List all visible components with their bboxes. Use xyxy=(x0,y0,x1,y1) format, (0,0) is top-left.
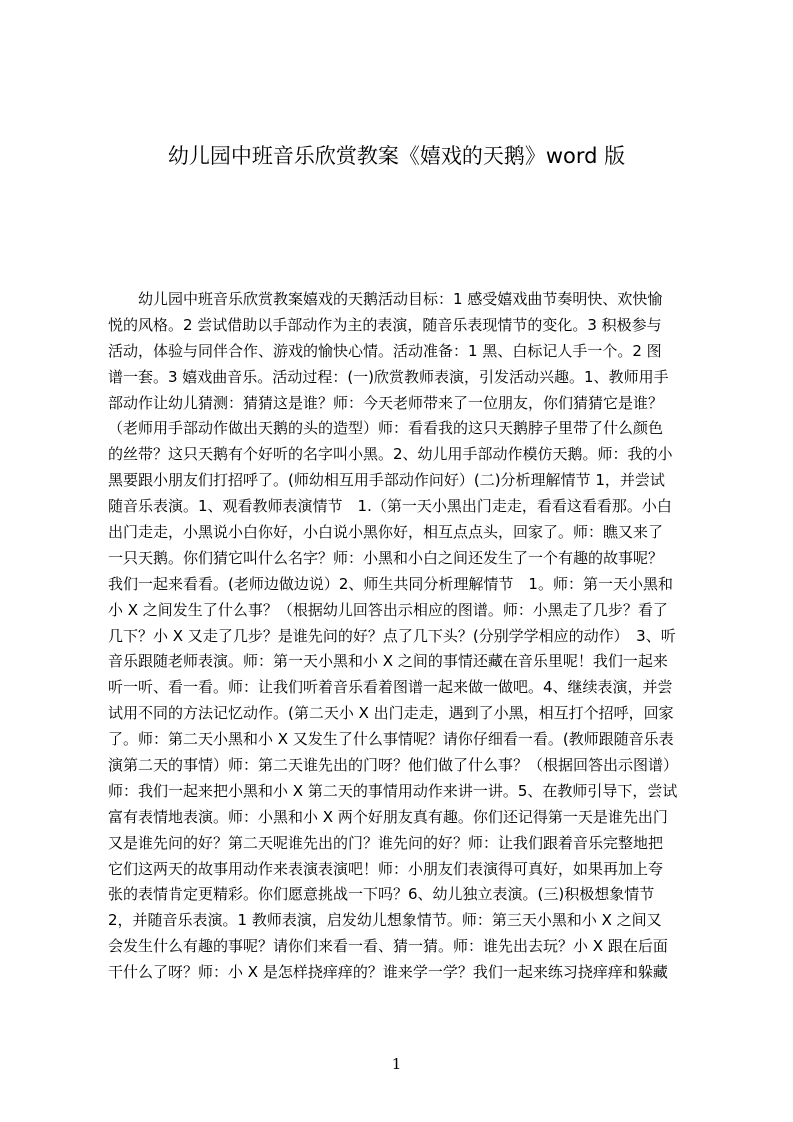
body-line: 又是谁先问的好？第二天呢谁先出的门？谁先问的好？师：让我们跟着音乐完整地把 xyxy=(108,833,664,852)
body-line: 活动，体验与同伴合作、游戏的愉快心情。活动准备：1 黑、白标记人手一个。2 图 xyxy=(108,341,662,360)
body-line: 师：我们一起来把小黑和小 X 第二天的事情用动作来讲一讲。5、在教师引导下，尝试 xyxy=(108,781,678,800)
body-line: 会发生什么有趣的事呢？请你们来看一看、猜一猜。师：谁先出去玩？小 X 跟在后面 xyxy=(108,937,668,956)
body-line: 小 X 之间发生了什么事？（根据幼儿回答出示相应的图谱。师：小黑走了几步？看了 xyxy=(108,600,668,619)
body-line: 几下？小 X 又走了几步？是谁先问的好？点了几下头？(分别学学相应的动作） 3、听 xyxy=(108,626,676,645)
body-line: 2，并随音乐表演。1 教师表演，启发幼儿想象情节。师：第三天小黑和小 X 之间又 xyxy=(108,911,662,930)
body-line: 随音乐表演。1、观看教师表演情节 1.（第一天小黑出门走走，看看这看看那。小白 xyxy=(108,497,672,516)
body-line: 一只天鹅。你们猜它叫什么名字？师：小黑和小白之间还发生了一个有趣的故事呢？ xyxy=(108,548,664,567)
body-line: 演第二天的事情）师：第二天谁先出的门呀？他们做了什么事？（根据回答出示图谱） xyxy=(108,756,679,775)
body-line: （老师用手部动作做出天鹅的头的造型）师：看看我的这只天鹅脖子里带了什么颜色 xyxy=(108,419,664,438)
body-line: 幼儿园中班音乐欣赏教案嬉戏的天鹅活动目标：1 感受嬉戏曲节奏明快、欢快愉 xyxy=(108,290,663,308)
body-line: 部动作让幼儿猜测：猜猜这是谁？师：今天老师带来了一位朋友，你们猜猜它是谁？ xyxy=(108,393,664,412)
body-line: 张的表情肯定更精彩。你们愿意挑战一下吗？6、幼儿独立表演。(三)积极想象情节 xyxy=(108,885,655,904)
body-line: 的丝带？这只天鹅有个好听的名字叫小黑。2、幼儿用手部动作模仿天鹅。师：我的小 xyxy=(108,445,673,464)
body-line: 出门走走，小黑说小白你好，小白说小黑你好，相互点点头，回家了。师：瞧又来了 xyxy=(108,523,664,542)
page-number: 1 xyxy=(391,1055,402,1073)
document-body xyxy=(108,287,708,1037)
body-line: 了。师：第二天小黑和小 X 又发生了什么事情呢？请你仔细看一看。(教师跟随音乐表 xyxy=(108,730,674,749)
body-line: 它们这两天的故事用动作来表演表演吧！师：小朋友们表演得可真好，如果再加上夸 xyxy=(108,859,664,878)
body-line: 谱一套。3 嬉戏曲音乐。活动过程：(一)欣赏教师表演，引发活动兴趣。1、教师用手 xyxy=(108,367,669,386)
body-line: 黑要跟小朋友们打招呼了。(师幼相互用手部动作问好）(二)分析理解情节 1，并尝试 xyxy=(108,471,665,490)
body-line: 富有表情地表演。师：小黑和小 X 两个好朋友真有趣。你们还记得第一天是谁先出门 xyxy=(108,807,668,826)
body-line: 试用不同的方法记忆动作。(第二天小 X 出门走走，遇到了小黑，相互打个招呼，回家 xyxy=(108,704,674,723)
body-line: 干什么了呀？师：小 X 是怎样挠痒痒的？谁来学一学？我们一起来练习挠痒痒和躲藏 xyxy=(108,963,668,982)
body-line: 听一听、看一看。师：让我们听着音乐看着图谱一起来做一做吧。4、继续表演，并尝 xyxy=(108,678,673,697)
body-line: 音乐跟随老师表演。师：第一天小黑和小 X 之间的事情还藏在音乐里呢！我们一起来 xyxy=(108,652,668,671)
body-line: 悦的风格。2 尝试借助以手部动作为主的表演，随音乐表现情节的变化。3 积极参与 xyxy=(108,315,662,334)
body-line: 我们一起来看看。(老师边做边说）2、师生共同分析理解情节 1。师：第一天小黑和 xyxy=(108,574,673,593)
document-title: 幼儿园中班音乐欣赏教案《嬉戏的天鹅》word 版 xyxy=(167,144,626,168)
